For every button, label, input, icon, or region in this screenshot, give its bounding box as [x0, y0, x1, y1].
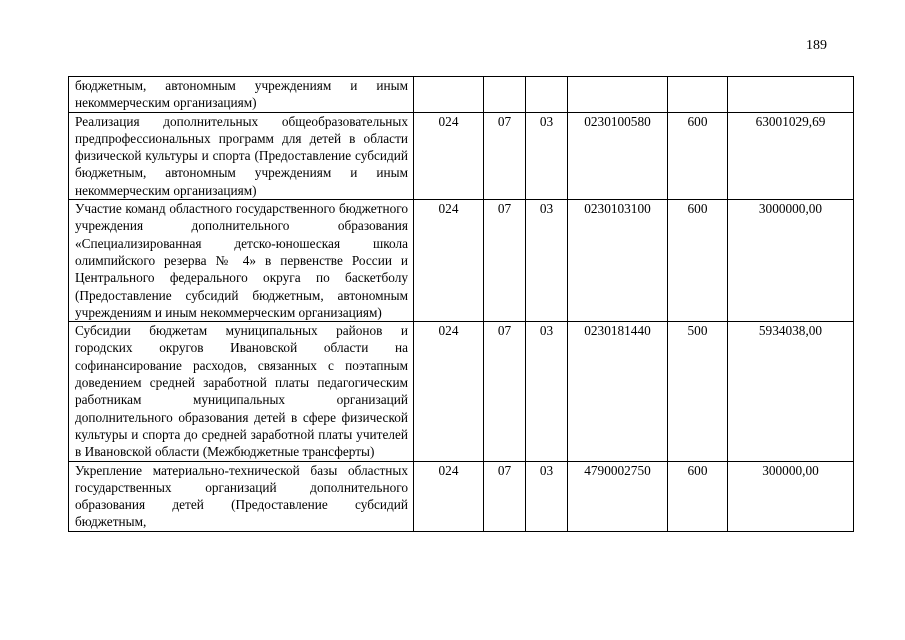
- section-code: 07: [484, 200, 526, 322]
- subsection-code: 03: [526, 112, 568, 199]
- row-description: Участие команд областного государственного бюджетного учреждения дополнительного образования «Специализированная детско-юношеская школа олимпийского резерва № 4» в первенстве России и Центрального федерального округа по баскетболу (Предоставление субсидий бюджетным, автономным учреждениям и иным некоммерческим организациям): [69, 200, 414, 322]
- target-article-code: 0230103100: [568, 200, 668, 322]
- expense-type-code: 600: [668, 112, 728, 199]
- table-row: [69, 322, 854, 461]
- row-description: Субсидии бюджетам муниципальных районов и городских округов Ивановской области на софинансирование расходов, связанных с поэтапным доведением средней заработной платы педагогическим работникам муниципальных организаций дополнительного образования детей в сфере физической культуры и спорта до средней заработной платы учителей в Ивановской области (Межбюджетные трансферты): [69, 322, 414, 461]
- table-row: [69, 461, 854, 531]
- amount: [728, 77, 854, 113]
- target-article-code: [568, 77, 668, 113]
- row-description: Реализация дополнительных общеобразовательных предпрофессиональных программ для детей в области физической культуры и спорта (Предоставление субсидий бюджетным, автономным учреждениям и иным некоммерческим организациям): [69, 112, 414, 199]
- expense-type-code: 600: [668, 461, 728, 531]
- table-row: [69, 200, 854, 322]
- section-code: 07: [484, 322, 526, 461]
- target-article-code: 4790002750: [568, 461, 668, 531]
- ministry-code: 024: [414, 112, 484, 199]
- row-description: бюджетным, автономным учреждениям и иным некоммерческим организациям): [69, 77, 414, 113]
- amount: 5934038,00: [728, 322, 854, 461]
- target-article-code: 0230181440: [568, 322, 668, 461]
- amount: 3000000,00: [728, 200, 854, 322]
- amount: 63001029,69: [728, 112, 854, 199]
- ministry-code: 024: [414, 461, 484, 531]
- expense-type-code: [668, 77, 728, 113]
- table-row: [69, 77, 854, 113]
- ministry-code: 024: [414, 322, 484, 461]
- expense-type-code: 500: [668, 322, 728, 461]
- ministry-code: 024: [414, 200, 484, 322]
- section-code: 07: [484, 112, 526, 199]
- row-description: Укрепление материально-технической базы областных государственных организаций дополнительного образования детей (Предоставление субсидий бюджетным,: [69, 461, 414, 531]
- table-row: [69, 112, 854, 199]
- amount: 300000,00: [728, 461, 854, 531]
- page-number: 189: [806, 38, 827, 53]
- budget-table: [68, 76, 854, 532]
- section-code: [484, 77, 526, 113]
- section-code: 07: [484, 461, 526, 531]
- subsection-code: 03: [526, 200, 568, 322]
- subsection-code: 03: [526, 461, 568, 531]
- target-article-code: 0230100580: [568, 112, 668, 199]
- subsection-code: [526, 77, 568, 113]
- subsection-code: 03: [526, 322, 568, 461]
- expense-type-code: 600: [668, 200, 728, 322]
- ministry-code: [414, 77, 484, 113]
